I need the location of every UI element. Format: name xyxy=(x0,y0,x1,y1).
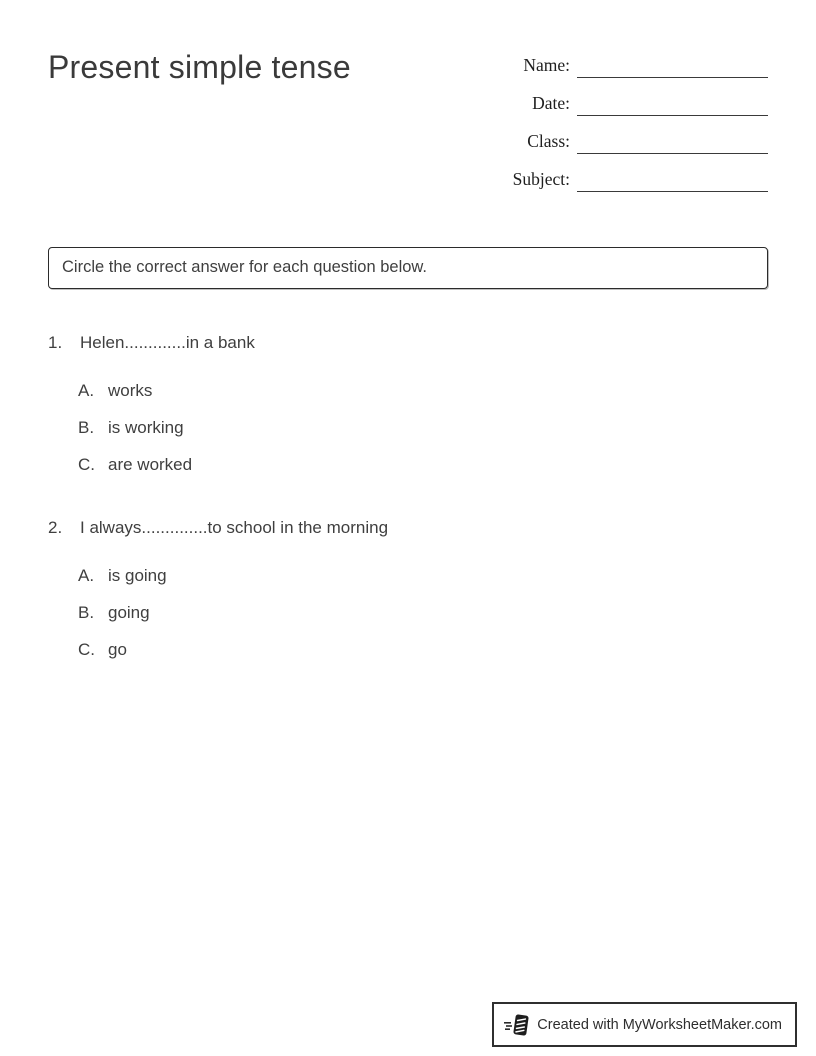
question-text: I always..............to school in the morning xyxy=(80,518,389,537)
creator-credit-text: Created with MyWorksheetMaker.com xyxy=(537,1016,782,1033)
question-number: 1. xyxy=(48,333,63,352)
creator-credit-badge xyxy=(492,1002,797,1047)
date-field-blank-line xyxy=(577,92,768,116)
question-2-option-b xyxy=(78,602,768,624)
name-field-row xyxy=(478,40,768,78)
class-field-row xyxy=(478,116,768,154)
name-field-label: Name: xyxy=(523,55,570,75)
question-2-text-row xyxy=(48,517,768,539)
question-1-option-a xyxy=(78,380,768,402)
question-2-option-c xyxy=(78,639,768,661)
worksheet-maker-logo-icon xyxy=(503,1011,530,1039)
option-letter: B. xyxy=(78,603,95,622)
option-letter: C. xyxy=(78,640,95,659)
question-1-text-row xyxy=(48,332,768,354)
question-1-option-b xyxy=(78,417,768,439)
worksheet-header xyxy=(0,0,816,192)
option-letter: B. xyxy=(78,418,95,437)
option-text: are worked xyxy=(108,455,193,474)
instruction-text: Circle the correct answer for each question below. xyxy=(62,258,428,276)
class-field-blank-line xyxy=(577,130,768,154)
question-1 xyxy=(48,332,768,476)
student-info-fields xyxy=(478,40,768,192)
option-text: go xyxy=(108,640,127,659)
question-text: Helen.............in a bank xyxy=(80,333,255,352)
subject-field-blank-line xyxy=(577,168,768,192)
option-text: is working xyxy=(108,418,184,437)
date-field-row xyxy=(478,78,768,116)
option-text: works xyxy=(108,381,153,400)
option-letter: A. xyxy=(78,381,95,400)
option-letter: C. xyxy=(78,455,95,474)
class-field-label: Class: xyxy=(527,131,570,151)
question-2-option-a xyxy=(78,565,768,587)
name-field-blank-line xyxy=(577,54,768,78)
question-1-option-c xyxy=(78,454,768,476)
question-list xyxy=(0,289,816,661)
question-number: 2. xyxy=(48,518,63,537)
option-text: is going xyxy=(108,566,167,585)
question-2-options xyxy=(78,565,768,661)
instruction-box xyxy=(48,247,768,289)
page-title: Present simple tense xyxy=(48,49,351,85)
option-text: going xyxy=(108,603,150,622)
subject-field-row xyxy=(478,154,768,192)
subject-field-label: Subject: xyxy=(512,169,570,189)
question-2 xyxy=(48,517,768,661)
option-letter: A. xyxy=(78,566,95,585)
date-field-label: Date: xyxy=(532,93,570,113)
question-1-options xyxy=(78,380,768,476)
